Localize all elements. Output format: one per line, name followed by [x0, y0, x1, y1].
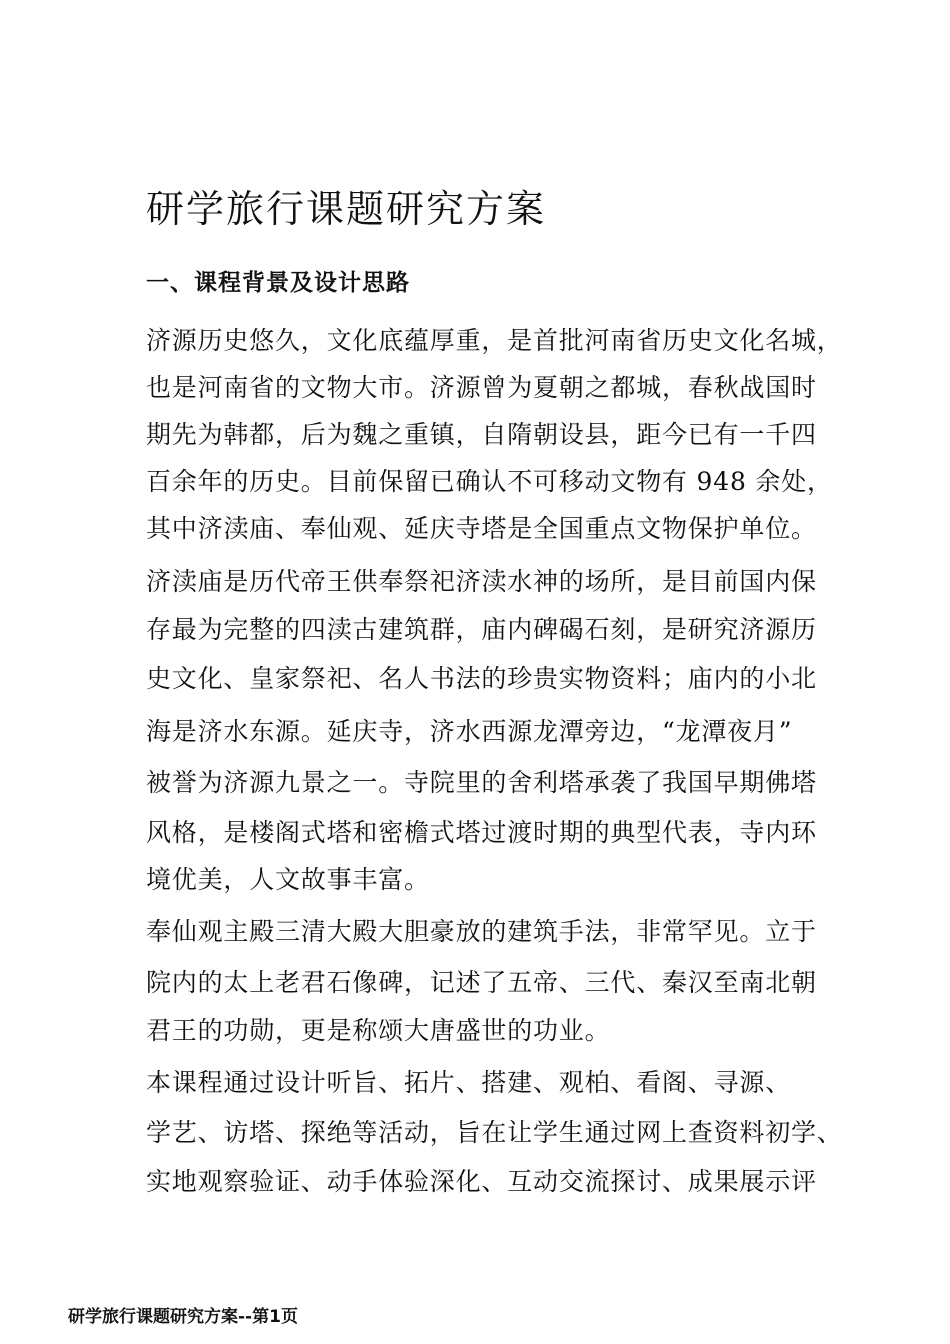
document-title: 研学旅行课题研究方案: [146, 187, 547, 231]
section-heading: 一、课程背景及设计思路: [146, 269, 410, 296]
text-line: 济渎庙是历代帝王供奉祭祀济渎水神的场所，是目前国内保: [146, 567, 817, 596]
text-line: 学艺、访塔、探绝等活动，旨在让学生通过网上查资料初学、: [146, 1118, 843, 1147]
text-line: 百余年的历史。目前保留已确认不可移动文物有 948 余处，: [146, 467, 833, 496]
text-line: 被誉为济源九景之一。寺院里的舍利塔承袭了我国早期佛塔: [146, 768, 817, 797]
text-line: 其中济渎庙、奉仙观、延庆寺塔是全国重点文物保护单位。: [146, 514, 817, 543]
text-line: 境优美，人文故事丰富。: [146, 865, 430, 894]
text-line: 本课程通过设计听旨、拓片、搭建、观柏、看阁、寻源、: [146, 1068, 792, 1097]
page-footer: 研学旅行课题研究方案--第1页: [68, 1307, 298, 1327]
text-line: 实地观察验证、动手体验深化、互动交流探讨、成果展示评: [146, 1167, 817, 1196]
text-line: 史文化、皇家祭祀、名人书法的珍贵实物资料；庙内的小北: [146, 664, 817, 693]
text-line: 存最为完整的四渎古建筑群，庙内碑碣石刻，是研究济源历: [146, 615, 817, 644]
text-line: 风格，是楼阁式塔和密檐式塔过渡时期的典型代表，寺内环: [146, 818, 817, 847]
text-line: 济源历史悠久，文化底蕴厚重，是首批河南省历史文化名城，: [146, 326, 843, 355]
text-line: 院内的太上老君石像碑，记述了五帝、三代、秦汉至南北朝: [146, 968, 817, 997]
text-line: 也是河南省的文物大市。济源曾为夏朝之都城，春秋战国时: [146, 373, 817, 402]
text-line: 海是济水东源。延庆寺，济水西源龙潭旁边，“龙潭夜月”: [146, 717, 793, 746]
text-line: 期先为韩都，后为魏之重镇，自隋朝设县，距今已有一千四: [146, 420, 817, 449]
text-line: 君王的功勋，更是称颂大唐盛世的功业。: [146, 1016, 611, 1045]
text-line: 奉仙观主殿三清大殿大胆豪放的建筑手法，非常罕见。立于: [146, 917, 817, 946]
